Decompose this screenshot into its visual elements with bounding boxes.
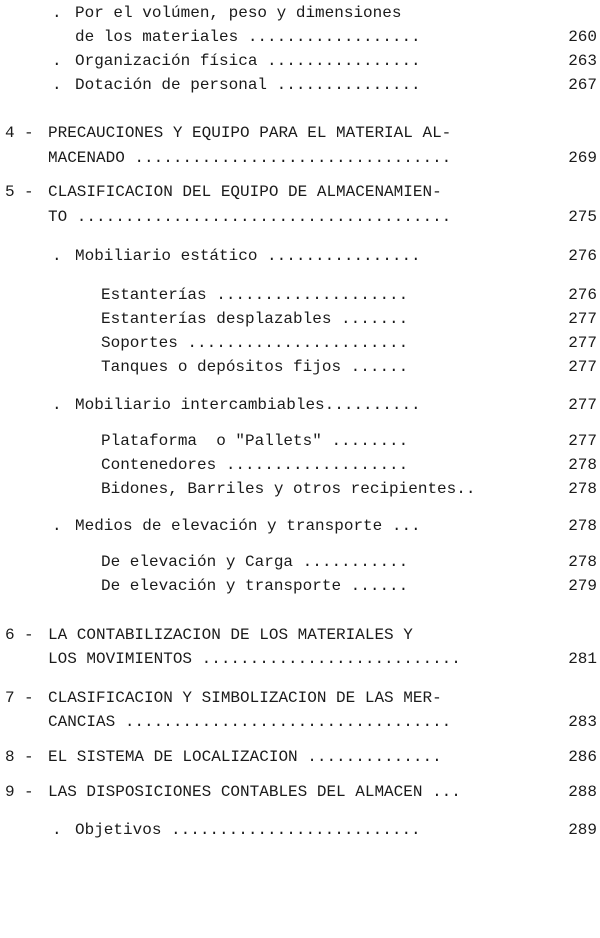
toc-page-number: 279 [568,577,597,595]
toc-text: De elevación y transporte ...... [101,577,409,595]
toc-line [0,205,600,229]
toc-line [0,647,600,671]
toc-text: Objetivos .......................... [75,821,421,839]
toc-line [0,355,600,379]
toc-text: LAS DISPOSICIONES CONTABLES DEL ALMACEN ... [48,783,461,801]
toc-bullet: . [52,517,62,535]
toc-text: Estanterías .................... [101,286,409,304]
toc-text: EL SISTEMA DE LOCALIZACION .............. [48,748,442,766]
toc-page-number: 278 [568,480,597,498]
toc-dash: - [24,783,34,801]
toc-text: Estanterías desplazables ....... [101,310,409,328]
toc-text: Organización física ................ [75,52,421,70]
toc-text: MACENADO ................................. [48,149,452,167]
toc-section-number: 7 [5,689,15,707]
toc-line [0,686,600,710]
toc-line [0,514,600,538]
toc-line [0,331,600,355]
toc-page-number: 277 [568,334,597,352]
toc-page-number: 278 [568,517,597,535]
toc-page-number: 289 [568,821,597,839]
toc-bullet: . [52,52,62,70]
toc-page-number: 267 [568,76,597,94]
toc-line [0,710,600,734]
toc-line [0,818,600,842]
toc-page-number: 277 [568,310,597,328]
toc-line [0,1,600,25]
toc-page-number: 260 [568,28,597,46]
toc-text: de los materiales .................. [75,28,421,46]
toc-page-number: 269 [568,149,597,167]
toc-text: CLASIFICACION DEL EQUIPO DE ALMACENAMIEN- [48,183,442,201]
toc-text: CLASIFICACION Y SIMBOLIZACION DE LAS MER- [48,689,442,707]
toc-text: CANCIAS .................................. [48,713,452,731]
toc-section-number: 6 [5,626,15,644]
toc-section-number: 5 [5,183,15,201]
toc-bullet: . [52,76,62,94]
toc-text: Mobiliario estático ................ [75,247,421,265]
toc-text: TO ....................................... [48,208,452,226]
toc-line [0,307,600,331]
toc-line [0,49,600,73]
toc-line [0,146,600,170]
toc-text: Contenedores ................... [101,456,409,474]
toc-line [0,180,600,204]
toc-text: Dotación de personal ............... [75,76,421,94]
toc-line [0,453,600,477]
toc-page-number: 263 [568,52,597,70]
toc-text: Soportes ....................... [101,334,409,352]
toc-page-number: 277 [568,432,597,450]
toc-dash: - [24,689,34,707]
toc-line [0,574,600,598]
toc-bullet: . [52,396,62,414]
toc-line [0,623,600,647]
toc-page-number: 288 [568,783,597,801]
toc-text: Tanques o depósitos fijos ...... [101,358,409,376]
toc-line [0,550,600,574]
toc-line [0,25,600,49]
toc-page-number: 277 [568,396,597,414]
toc-dash: - [24,183,34,201]
toc-text: LOS MOVIMIENTOS ........................... [48,650,461,668]
toc-bullet: . [52,4,62,22]
toc-page-number: 275 [568,208,597,226]
toc-line [0,283,600,307]
toc-bullet: . [52,821,62,839]
toc-page-number: 286 [568,748,597,766]
toc-page-number: 281 [568,650,597,668]
toc-section-number: 9 [5,783,15,801]
toc-text: PRECAUCIONES Y EQUIPO PARA EL MATERIAL AL- [48,124,452,142]
toc-page-number: 283 [568,713,597,731]
toc-dash: - [24,124,34,142]
toc-dash: - [24,626,34,644]
toc-section-number: 4 [5,124,15,142]
toc-line [0,780,600,804]
toc-text: LA CONTABILIZACION DE LOS MATERIALES Y [48,626,413,644]
toc-text: Plataforma o "Pallets" ........ [101,432,409,450]
toc-line [0,745,600,769]
toc-line [0,121,600,145]
toc-page-number: 277 [568,358,597,376]
toc-dash: - [24,748,34,766]
toc-text: Bidones, Barriles y otros recipientes.. [101,480,476,498]
toc-text: Por el volúmen, peso y dimensiones [75,4,402,22]
toc-page-number: 278 [568,553,597,571]
toc-text: De elevación y Carga ........... [101,553,409,571]
toc-page-number: 278 [568,456,597,474]
toc-text: Medios de elevación y transporte ... [75,517,421,535]
toc-text: Mobiliario intercambiables.......... [75,396,421,414]
toc-line [0,429,600,453]
toc-bullet: . [52,247,62,265]
toc-line [0,393,600,417]
toc-line [0,477,600,501]
toc-line [0,73,600,97]
toc-section-number: 8 [5,748,15,766]
toc-page-number: 276 [568,247,597,265]
toc-page-number: 276 [568,286,597,304]
toc-line [0,244,600,268]
